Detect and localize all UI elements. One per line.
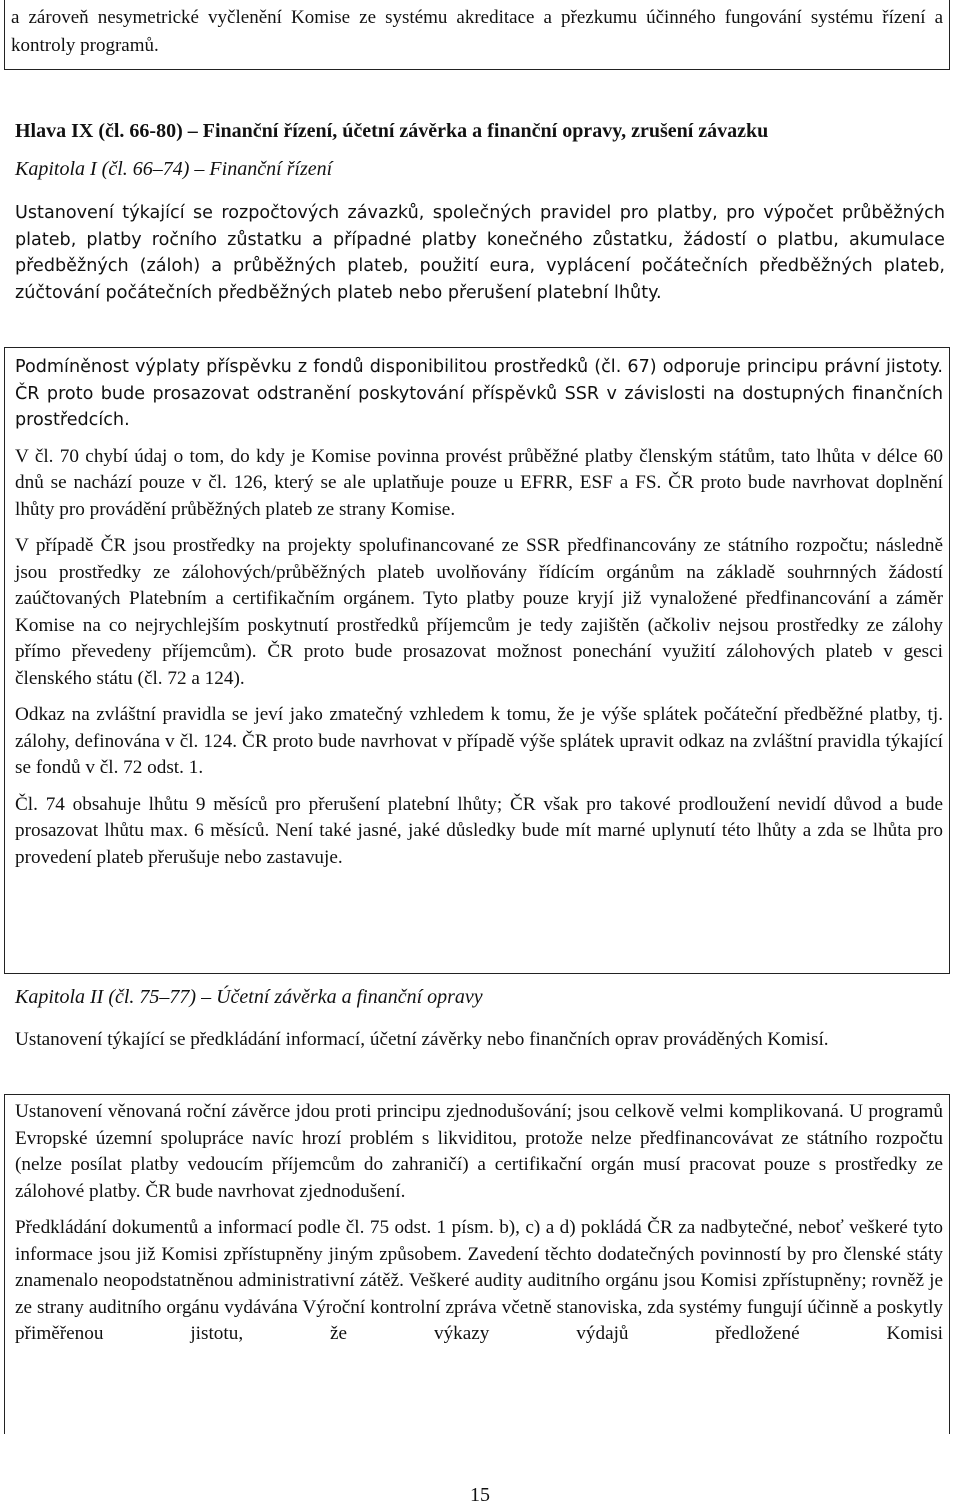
comment-paragraph-5: Čl. 74 obsahuje lhůtu 9 měsíců pro přerušení platební lhůty; ČR však pro takové prodloužení nevidí důvod a bude prosazovat lhůtu max. 6 měsíců. Není také jasné, jaké důsledky bude mít marné uplynutí této lhůty a zda se lhůta pro provedení plateb přerušuje nebo zastavuje. <box>15 793 943 868</box>
chapter-1-intro <box>15 200 945 306</box>
top-comment-box <box>4 0 950 70</box>
chapter-1-intro-text: Ustanovení týkající se rozpočtových závazků, společných pravidel pro platby, pro výpočet průběžných plateb, platby ročního zůstatku a případné platby konečného zůstatku, žádostí o platbu, akumulace předběžných (záloh) a průběžných plateb, použití eura, vyplácení počátečních předběžných plateb, zúčtování počátečních předběžných plateb nebo přerušení platební lhůty. <box>15 203 945 303</box>
comment-paragraph-2: V čl. 70 chybí údaj o tom, do kdy je Komise povinna provést průběžné platby členským státům, tato lhůta v délce 60 dnů se nachází pouze v čl. 126, který se ale uplatňuje pouze u EFRR, ESF a FS. ČR proto bude navrhovat doplnění lhůty pro provádění průběžných plateb ze strany Komise. <box>15 445 943 520</box>
page-number: 15 <box>470 1484 490 1506</box>
chapter-1-comment-box <box>4 347 950 974</box>
comment-paragraph-6: Ustanovení věnovaná roční závěrce jdou proti principu zjednodušování; jsou celkově velmi komplikovaná. U programů Evropské územní spolupráce navíc hrozí problém s likviditou, protože nelze předfinancovávat ze státního rozpočtu (nelze posílat platby vedoucím příjemcům do zahraničí) a certifikační orgán musí pracovat pouze s prostředky ze zálohové platby. ČR bude navrhovat zjednodušení. <box>15 1101 943 1202</box>
chapter-2-heading: Kapitola II (čl. 75–77) – Účetní závěrka a finanční opravy <box>15 986 483 1008</box>
chapter-2-comment-box <box>4 1094 950 1434</box>
comment-paragraph-4: Odkaz na zvláštní pravidla se jeví jako zmatečný vzhledem k tomu, že je výše splátek počáteční předběžné platby, tj. zálohy, definována v čl. 124. ČR proto bude navrhovat v případě výše splátek upravit odkaz na zvláštní pravidla týkající se fondů v čl. 72 odst. 1. <box>15 704 943 778</box>
comment-paragraph-3: V případě ČR jsou prostředky na projekty spolufinancované ze SSR předfinancovány ze státního rozpočtu; následně jsou prostředky ze zálohových/průběžných plateb uvolňovány řídícím orgánům na základě souhrnných žádostí zaúčtovaných Platebním a certifikačním orgánem. Tyto platby pouze kryjí již vynaložené předfinancování a záměr Komise na co nejrychlejším poskytnutí prostředků příjemcům je tedy zajištěn (ačkoliv nejsou prostředky ze zálohy přímo převedeny příjemcům). ČR proto bude prosazovat možnost ponechání využití zálohových plateb v gesci členského státu (čl. 72 a 124). <box>15 535 943 689</box>
top-box-paragraph: a zároveň nesymetrické vyčlenění Komise ze systému akreditace a přezkumu účinného fungování systému řízení a kontroly programů. <box>11 7 943 56</box>
comment-paragraph-7: Předkládání dokumentů a informací podle čl. 75 odst. 1 písm. b), c) a d) pokládá ČR za nadbytečné, neboť veškeré tyto informace jsou již Komisi zpřístupněny jiným způsobem. Zavedení těchto dodatečných povinností by pro členské státy znamenalo neopodstatněnou administrativní zátěž. Veškeré audity auditního orgánu jsou Komisi zpřístupněny; rovněž je ze strany auditního orgánu vydávána Výroční kontrolní zpráva včetně stanoviska, zda systémy fungují účinně a poskytly přiměřenou jistotu, že výkazy výdajů předložené Komisi <box>15 1217 943 1344</box>
section-heading: Hlava IX (čl. 66-80) – Finanční řízení, účetní závěrka a finanční opravy, zrušení závazku <box>15 120 769 142</box>
chapter-2-intro-text: Ustanovení týkající se předkládání informací, účetní závěrky nebo finančních oprav prováděných Komisí. <box>15 1029 829 1050</box>
comment-paragraph-1: Podmíněnost výplaty příspěvku z fondů disponibilitou prostředků (čl. 67) odporuje principu právní jistoty. ČR proto bude prosazovat odstranění poskytování příspěvků SSR v závislosti na dostupných finančních prostředcích. <box>15 357 943 430</box>
chapter-2-intro <box>15 1026 945 1054</box>
chapter-1-heading: Kapitola I (čl. 66–74) – Finanční řízení <box>15 158 333 180</box>
